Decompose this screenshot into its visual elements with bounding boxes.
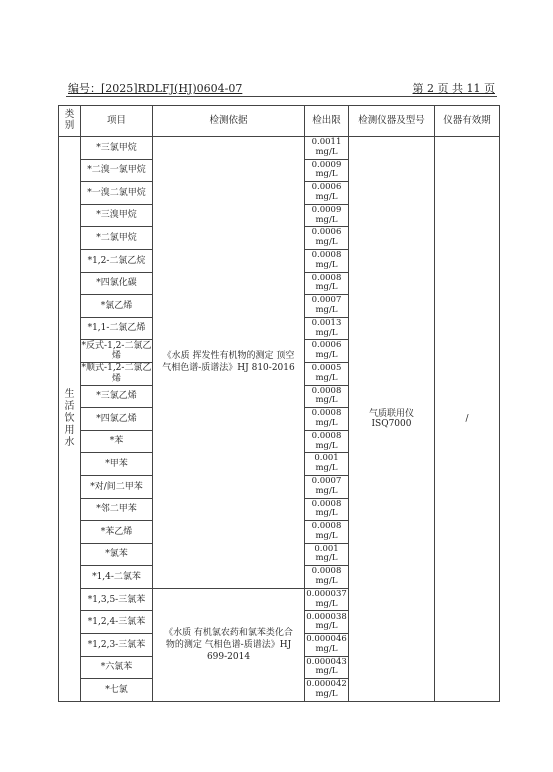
item-cell: *邻二甲苯 [81,498,153,521]
item-cell: *二溴一氯甲烷 [81,159,153,182]
limit-cell: 0.0009 mg/L [305,159,349,182]
limit-cell: 0.0011 mg/L [305,137,349,160]
limit-cell: 0.0008 mg/L [305,385,349,408]
item-cell: *1,3,5-三氯苯 [81,588,153,611]
col-method: 检测依据 [153,106,305,137]
limit-cell: 0.0006 mg/L [305,182,349,205]
limit-cell: 0.0007 mg/L [305,295,349,318]
item-cell: *苯乙烯 [81,521,153,544]
limit-cell: 0.0005 mg/L [305,362,349,385]
item-cell: *反式-1,2-二氯乙烯 [81,340,152,362]
limit-cell: 0.0008 mg/L [305,566,349,589]
limit-cell: 0.0006 mg/L [305,227,349,250]
item-cell: *氯苯 [81,543,153,566]
method-cell: 《水质 挥发性有机物的测定 顶空气相色谱-质谱法》HJ 810-2016 [153,137,305,589]
header-rule [66,96,497,97]
item-cell: *二氯甲烷 [81,227,153,250]
limit-cell: 0.0007 mg/L [305,475,349,498]
item-cell: *1,4-二氯苯 [81,566,153,589]
col-validity: 仪器有效期 [435,106,500,137]
item-cell: *氯乙烯 [81,295,153,318]
item-cell: *1,2,3-三氯苯 [81,634,153,657]
limit-cell: 0.000037 mg/L [305,588,349,611]
limit-cell: 0.000042 mg/L [305,679,349,702]
item-cell: *1,2,4-三氯苯 [81,611,153,634]
item-cell: *顺式-1,2-二氯乙烯 [81,363,152,384]
instrument-cell: 气质联用仪 ISQ7000 [349,137,435,702]
table-row [59,137,500,160]
item-cell: *三氯甲烷 [81,137,153,160]
limit-cell: 0.0008 mg/L [305,521,349,544]
limit-cell: 0.0008 mg/L [305,272,349,295]
limit-cell: 0.001 mg/L [305,543,349,566]
item-cell: *一溴二氯甲烷 [81,182,153,205]
item-cell: *三溴甲烷 [81,204,153,227]
item-cell: *甲苯 [81,453,153,476]
item-cell: *三氯乙烯 [81,385,153,408]
limit-cell: 0.0006 mg/L [305,340,349,363]
method-cell: 《水质 有机氯农药和氯苯类化合物的测定 气相色谱-质谱法》HJ 699-2014 [153,588,305,701]
limit-cell: 0.0008 mg/L [305,430,349,453]
col-limit: 检出限 [305,106,349,137]
col-item: 项目 [81,106,153,137]
item-cell: *四氯化碳 [81,272,153,295]
item-cell: *苯 [81,430,153,453]
limit-cell: 0.000038 mg/L [305,611,349,634]
report-number: 编号：[2025]RDLFJ(HJ)0604-07 [68,82,243,95]
item-cell: *1,1-二氯乙烯 [81,317,153,340]
limit-cell: 0.000043 mg/L [305,656,349,679]
limit-cell: 0.0008 mg/L [305,249,349,272]
item-cell: *1,2-二氯乙烷 [81,249,153,272]
col-instrument: 检测仪器及型号 [349,106,435,137]
col-category: 类 别 [59,106,81,137]
limit-cell: 0.0013 mg/L [305,317,349,340]
table-header-row [59,106,500,137]
item-cell: *四氯乙烯 [81,408,153,431]
limit-cell: 0.000046 mg/L [305,634,349,657]
item-cell: *对/间二甲苯 [81,475,153,498]
page-info: 第 2 页 共 11 页 [412,82,495,95]
item-cell: *六氯苯 [81,656,153,679]
detection-table [58,105,500,702]
category-cell: 生 活 饮 用 水 [59,137,81,702]
limit-cell: 0.0008 mg/L [305,408,349,431]
limit-cell: 0.001 mg/L [305,453,349,476]
limit-cell: 0.0009 mg/L [305,204,349,227]
item-cell: *七氯 [81,679,153,702]
limit-cell: 0.0008 mg/L [305,498,349,521]
validity-cell: / [435,137,500,702]
